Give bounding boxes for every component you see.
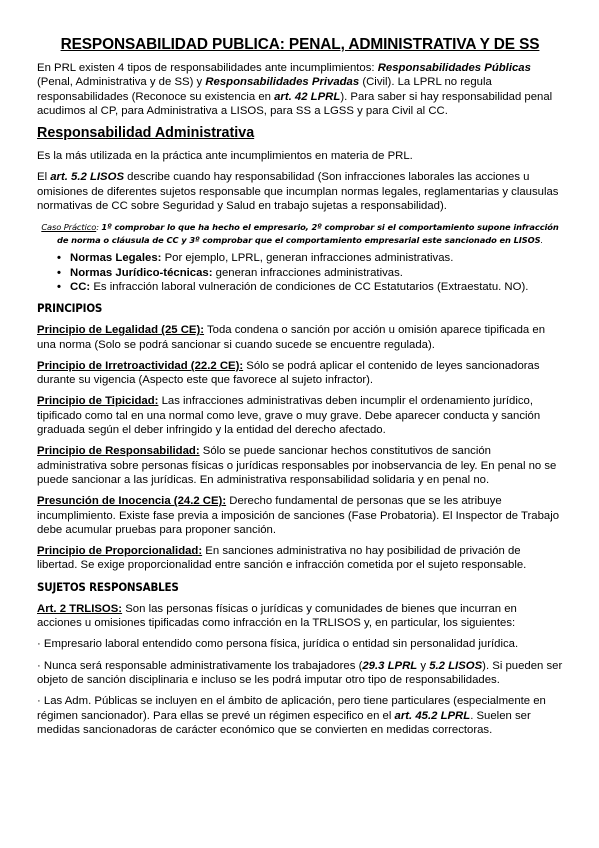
emphasis-public: Responsabilidades Públicas: [377, 62, 531, 74]
principle-label: Presunción de Inocencia (24.2 CE):: [37, 495, 227, 508]
caso-practico-label: Caso Práctico: [41, 222, 97, 233]
emphasis-lprl: 29.3 LPRL: [362, 659, 418, 672]
list-item: • Normas Jurídico-técnicas: generan infracciones administrativas.: [57, 266, 403, 279]
principle-label: Principio de Responsabilidad:: [37, 445, 200, 458]
principle-paragraph: Principio de Irretroactividad (22.2 CE): Sólo se podrá aplicar el contenido de leyes sancionadoras durante su vigencia (Aspecto este que favorece al sujeto infractor).: [37, 359, 540, 387]
principle-label: Principio de Tipicidad:: [37, 395, 159, 408]
section-heading-administrativa: Responsabilidad Administrativa: [37, 125, 255, 142]
page-title: RESPONSABILIDAD PUBLICA: PENAL, ADMINISTRATIVA Y DE SS: [60, 36, 540, 53]
principle-paragraph: Principio de Responsabilidad: Sólo se puede sancionar hechos constitutivos de sanción administrativa sobre personas físicas o jurídicas responsables por inobservancia de ley. En penal no se puede sancionar a las jurídicas. En administrativa responsabilidad solidaria y en penal no.: [37, 445, 557, 486]
emphasis-private: Responsabilidades Privadas: [205, 76, 360, 89]
emphasis-article: art. 42 LPRL: [274, 90, 341, 103]
section-heading-sujetos: SUJETOS RESPONSABLES: [37, 579, 179, 594]
emphasis-lisos: art. 5.2 LISOS: [50, 171, 125, 184]
sujetos-item-adm-publicas: · Las Adm. Públicas se incluyen en el ámbito de aplicación, pero tiene particulares (especialmente en régimen sancionador). Para ellas se prevé un régimen especifico en el art. 45.2 LPRL. Suelen ser medidas sancionadoras de carácter económico que se convierten en medidas correctoras.: [37, 695, 546, 736]
list-item: • Normas Legales: Por ejemplo, LPRL, generan infracciones administrativas.: [57, 252, 454, 265]
principle-label: Principio de Legalidad (25 CE):: [37, 324, 205, 337]
bullet-icon: •: [57, 266, 61, 279]
caso-practico-text: 1º comprobar lo que ha hecho el empresario, 2º comprobar si el comportamiento supone infracción de norma o cláusula de CC y 3º comprobar que el comportamiento empresarial este sancionado en LISOS: [56, 222, 559, 245]
bullet-icon: •: [57, 280, 61, 293]
article-label: Art. 2 TRLISOS:: [37, 602, 123, 615]
list-item: • CC: Es infracción laboral vulneración de condiciones de CC Estatutarios (Extraestatu. NO).: [57, 280, 529, 293]
section1-paragraph-2: El art. 5.2 LISOS describe cuando hay responsabilidad (Son infracciones laborales las acciones u omisiones de diferentes sujetos responsable que incumplan normas legales, reglamentarias y clausulas normativas de CC sobre Seguridad y Salud en trabajo sujetas a responsabilidad).: [37, 171, 559, 213]
principle-paragraph: Principio de Tipicidad: Las infracciones administrativas deben incumplir el ordenamiento jurídico, tipificado como tal en una normal como leve, grave o muy grave. Debe aparecer conducta y sanción graduada según el deber infringido y la entidad del derecho afectado.: [37, 395, 541, 437]
sujetos-item-empresario: · Empresario laboral entendido como persona física, jurídica o entidad sin personalidad jurídica.: [37, 638, 519, 651]
emphasis-lprl: art. 45.2 LPRL: [394, 709, 471, 722]
principle-paragraph: Presunción de Inocencia (24.2 CE): Derecho fundamental de personas que se les atribuye incumplimiento. Existe fase previa a imposición de sanciones (Fase Probatoria). El Inspector de Trabajo debe acumular pruebas para proponer sanción.: [37, 495, 560, 536]
caso-practico-note: Caso Práctico: 1º comprobar lo que ha hecho el empresario, 2º comprobar si el comportamiento supone infracción de norma o cláusula de CC y 3º comprobar que el comportamiento empresarial este sancionado en LISOS.: [41, 222, 559, 245]
principle-label: Principio de Irretroactividad (22.2 CE):: [37, 359, 244, 372]
principle-paragraph: Principio de Legalidad (25 CE): Toda condena o sanción por acción u omisión aparece tipificada en una norma (Solo se podrá sancionar si cuando sucede se encuentre regulada).: [37, 324, 546, 351]
sujetos-paragraph: Art. 2 TRLISOS: Son las personas físicas o jurídicas y comunidades de bienes que incurran en acciones u omisiones tipificadas como infracción en la TRLISOS y, en particular, los siguientes:: [37, 602, 517, 630]
section-heading-principios: PRINCIPIOS: [37, 301, 103, 316]
principle-paragraph: Principio de Proporcionalidad: En sanciones administrativa no hay posibilidad de privación de libertad. Se exige proporcionalidad entre sanción e infracción cometida por el sujeto responsable.: [37, 545, 527, 572]
bullet-icon: •: [57, 252, 61, 265]
intro-paragraph: En PRL existen 4 tipos de responsabilidades ante incumplimientos: Responsabilidades Públicas (Penal, Administrativa y de SS) y Responsabilidades Privadas (Civil). La LPRL no regula responsabilidades (Reconoce su existencia en art. 42 LPRL). Para saber si hay responsabilidad penal acudimos al CP, para Administrativa a LISOS, para SS a LGSS y para Civil al CC.: [37, 62, 553, 117]
sujetos-item-trabajadores: · Nunca será responsable administrativamente los trabajadores (29.3 LPRL y 5.2 LISOS). Si pueden ser objeto de sanción disciplinaria e incluso se les podrá imputar otro tipo de responsabilidades.: [37, 659, 563, 686]
section1-paragraph-1: Es la más utilizada en la práctica ante incumplimientos en materia de PRL.: [37, 150, 413, 163]
bullet-list: [37, 251, 563, 294]
principle-label: Principio de Proporcionalidad:: [37, 545, 203, 558]
emphasis-lisos: 5.2 LISOS: [429, 659, 483, 672]
